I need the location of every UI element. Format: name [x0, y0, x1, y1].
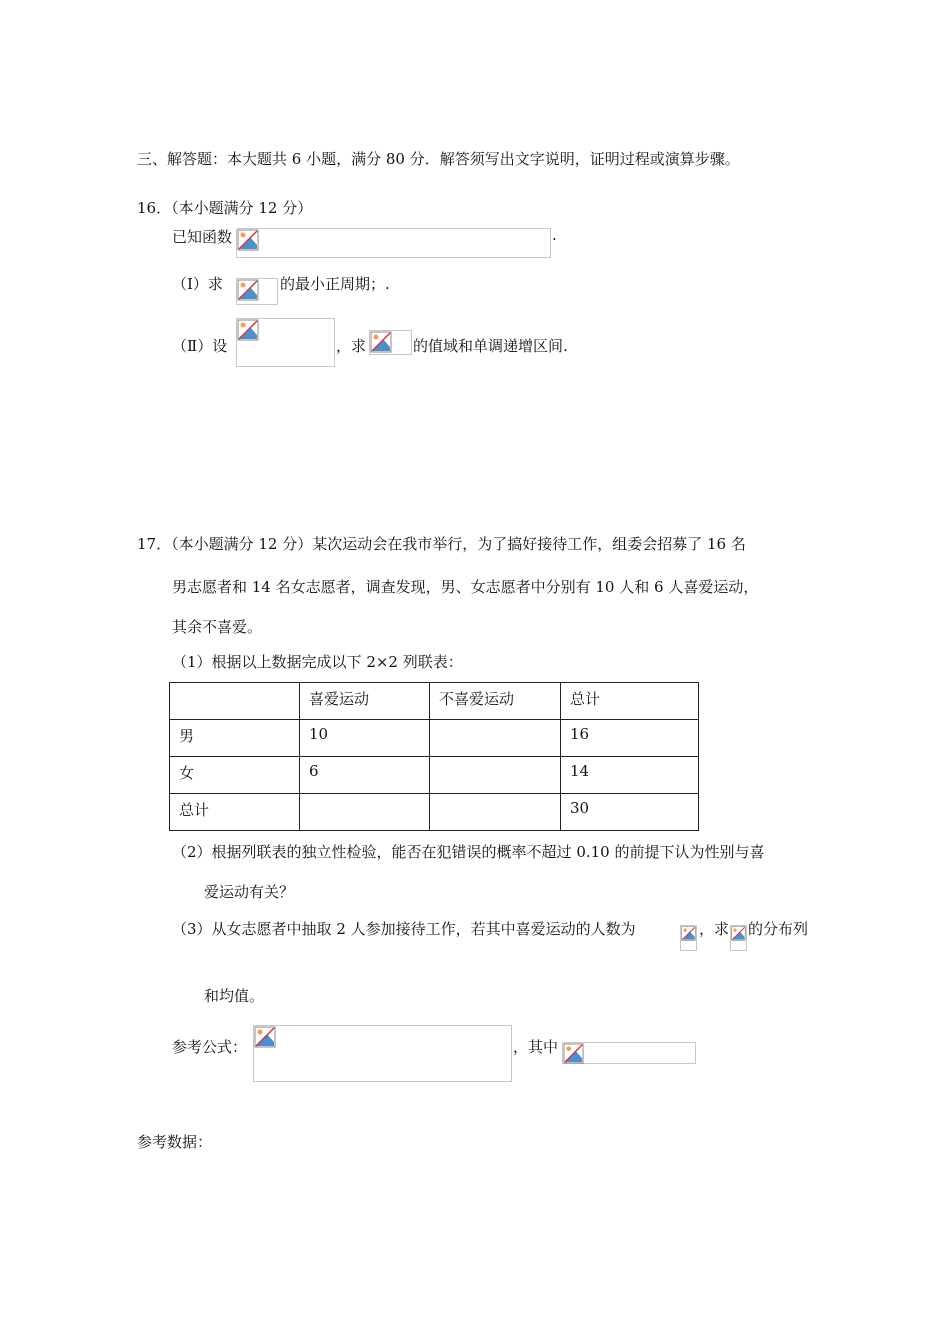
variable-xi-image [680, 925, 697, 951]
table-cell: 喜爱运动 [300, 683, 430, 720]
table-row [170, 757, 699, 794]
table-cell: 总计 [170, 794, 300, 831]
q16-part1-text: 的最小正周期；. [280, 275, 390, 293]
contingency-table [169, 682, 699, 831]
variable-xi-image-2 [730, 925, 747, 951]
q16-part2-label: （Ⅱ）设 [172, 337, 228, 355]
q16-part2-text: 的值域和单调递增区间. [413, 337, 568, 355]
table-cell [430, 794, 561, 831]
q17-sub3-suffix: 的分布列 [748, 920, 809, 938]
q17-line-3: 其余不喜爱。 [172, 618, 263, 636]
formula-where: ，其中 [513, 1038, 559, 1056]
table-cell [430, 720, 561, 757]
q16-given-period: . [552, 226, 557, 244]
table-cell: 30 [561, 794, 699, 831]
table-cell: 14 [561, 757, 699, 794]
broken-image-icon [237, 229, 259, 251]
q16-part2-mid: ，求 [336, 337, 367, 355]
table-row [170, 794, 699, 831]
broken-image-icon [731, 926, 746, 941]
q17-sub3-mid: ，求 [699, 920, 730, 938]
table-cell: 6 [300, 757, 430, 794]
table-cell: 16 [561, 720, 699, 757]
table-row [170, 720, 699, 757]
broken-image-icon [681, 926, 696, 941]
table-cell: 总计 [561, 683, 699, 720]
table-cell [430, 757, 561, 794]
section-heading: 三、解答题：本大题共 6 小题，满分 80 分．解答须写出文字说明，证明过程或演算步骤。 [137, 150, 740, 168]
q16-title: 16．（本小题满分 12 分） [137, 199, 313, 217]
table-cell: 女 [170, 757, 300, 794]
q17-sub3-prefix: （3）从女志愿者中抽取 2 人参加接待工作，若其中喜爱运动的人数为 [172, 920, 636, 938]
q17-sub3-line-2: 和均值。 [204, 987, 265, 1005]
chi-square-formula-image [253, 1025, 512, 1082]
broken-image-icon [237, 319, 259, 341]
function-f-image [236, 278, 278, 305]
q16-part1-label: （Ⅰ）求 [172, 275, 223, 293]
function-definition-image [236, 228, 551, 258]
table-cell: 男 [170, 720, 300, 757]
domain-condition-image [236, 318, 335, 367]
table-cell [170, 683, 300, 720]
broken-image-icon [370, 331, 392, 353]
q17-sub2-line-1: （2）根据列联表的独立性检验，能否在犯错误的概率不超过 0.10 的前提下认为性别与喜 [172, 843, 765, 861]
function-f-image-2 [369, 330, 412, 355]
q17-line-1: 17．（本小题满分 12 分）某次运动会在我市举行，为了搞好接待工作，组委会招募了 16 名 [137, 535, 746, 553]
q17-sub1: （1）根据以上数据完成以下 2×2 列联表： [172, 653, 463, 671]
q17-sub2-line-2: 爱运动有关？ [204, 883, 295, 901]
n-sum-formula-image [562, 1042, 696, 1064]
reference-data-label: 参考数据： [137, 1133, 213, 1151]
table-cell: 10 [300, 720, 430, 757]
table-header-row [170, 683, 699, 720]
table-cell: 不喜爱运动 [430, 683, 561, 720]
table-cell [300, 794, 430, 831]
q16-given-label: 已知函数 [172, 228, 233, 246]
broken-image-icon [563, 1043, 584, 1064]
q17-line-2: 男志愿者和 14 名女志愿者，调查发现，男、女志愿者中分别有 10 人和 6 人喜爱运动， [172, 578, 759, 596]
formula-label: 参考公式： [172, 1038, 248, 1056]
broken-image-icon [237, 279, 259, 301]
broken-image-icon [254, 1026, 276, 1048]
